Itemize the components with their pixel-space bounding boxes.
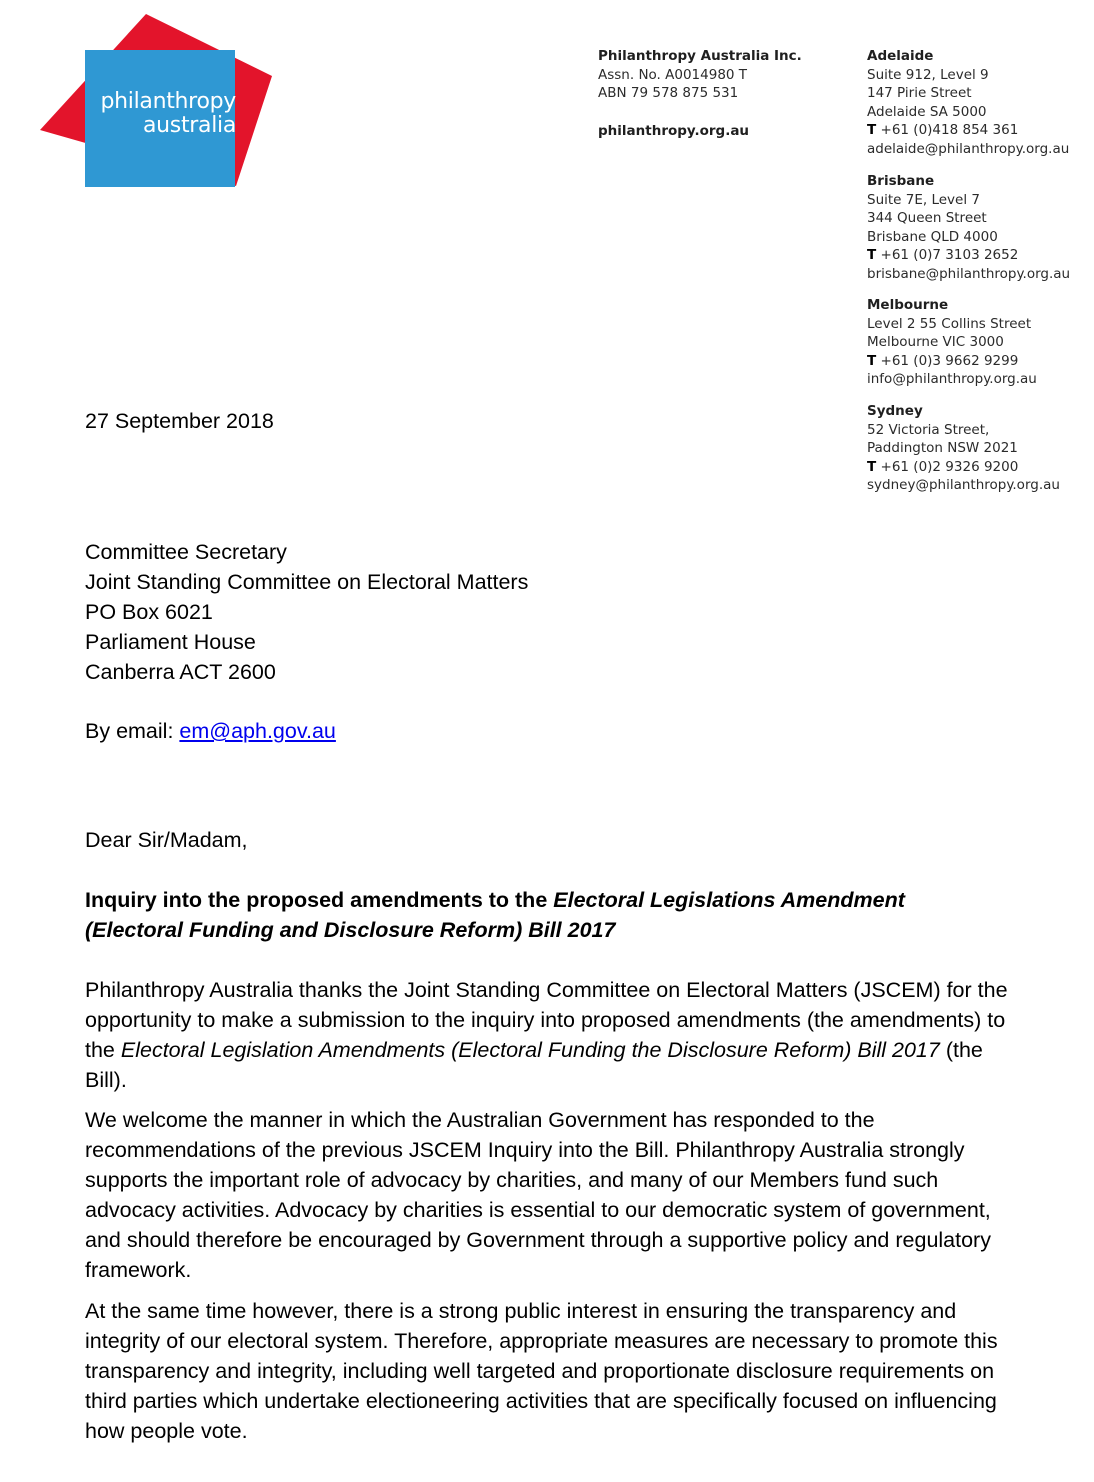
office-address-line: Level 2 55 Collins Street <box>867 315 1032 332</box>
office-melbourne <box>867 296 1037 389</box>
subject-bill-title: Electoral Legislations Amendment (Electoral Funding and Disclosure Reform) Bill 2017 <box>85 888 905 942</box>
org-abn: ABN 79 578 875 531 <box>598 85 739 102</box>
subject-plain: Inquiry into the proposed amendments to the <box>85 888 554 912</box>
recipient-line: Joint Standing Committee on Electoral Matters <box>85 570 529 594</box>
org-website[interactable]: philanthropy.org.au <box>598 123 750 139</box>
org-assn: Assn. No. A0014980 T <box>598 66 748 83</box>
office-phone: T +61 (0)7 3103 2652 <box>867 247 1019 264</box>
office-email[interactable]: info@philanthropy.org.au <box>867 371 1037 388</box>
paragraph-3: At the same time however, there is a strong public interest in ensuring the transparency and integrity of our electoral system. Therefore, appropriate measures are necessary to promote this transparency and integrity, including well targeted and proportionate disclosure requirements on third parties which undertake electioneering activities that are specifically focused on influencing how people vote. <box>85 1299 998 1443</box>
office-address-line: Adelaide SA 5000 <box>867 103 987 120</box>
office-email[interactable]: sydney@philanthropy.org.au <box>867 477 1060 494</box>
org-name: Philanthropy Australia Inc. <box>598 48 802 64</box>
paragraph-1-text-a: Philanthropy Australia thanks the Joint Standing Committee on Electoral Matters (JSCEM) for the opportunity to make a submission to the inquiry into proposed amendments (the amendments) to the <box>85 978 1008 1062</box>
recipient-line: Parliament House <box>85 630 256 654</box>
recipient-line: Committee Secretary <box>85 540 287 564</box>
office-email[interactable]: brisbane@philanthropy.org.au <box>867 265 1071 282</box>
recipient-address <box>85 537 528 687</box>
office-brisbane <box>867 172 1070 284</box>
office-address-line: Paddington NSW 2021 <box>867 440 1018 457</box>
office-phone: T +61 (0)3 9662 9299 <box>867 352 1019 369</box>
office-email[interactable]: adelaide@philanthropy.org.au <box>867 140 1070 157</box>
email-link[interactable]: em@aph.gov.au <box>179 719 336 743</box>
paragraph-1-bill-title: Electoral Legislation Amendments (Electoral Funding the Disclosure Reform) Bill 2017 <box>120 1038 940 1062</box>
paragraph-1-text-b: (the Bill). <box>85 1038 983 1092</box>
letter-subject <box>85 885 985 945</box>
office-city: Adelaide <box>867 48 934 64</box>
office-address-line: 147 Pirie Street <box>867 85 972 102</box>
office-address-line: 52 Victoria Street, <box>867 421 990 438</box>
org-details <box>598 47 802 103</box>
recipient-line: Canberra ACT 2600 <box>85 660 276 684</box>
office-address-line: Melbourne VIC 3000 <box>867 334 1004 351</box>
office-address-line: Suite 7E, Level 7 <box>867 191 980 208</box>
logo-line-1: philanthropy <box>100 89 236 114</box>
office-city: Sydney <box>867 403 923 419</box>
office-sydney <box>867 402 1060 495</box>
email-line <box>85 716 336 746</box>
recipient-line: PO Box 6021 <box>85 600 213 624</box>
office-phone: T +61 (0)2 9326 9200 <box>867 458 1019 475</box>
office-address-line: 344 Queen Street <box>867 210 987 227</box>
salutation: Dear Sir/Madam, <box>85 828 248 852</box>
logo-line-2: australia <box>142 113 236 138</box>
letter-date: 27 September 2018 <box>85 409 274 433</box>
office-adelaide <box>867 47 1069 159</box>
email-prefix: By email: <box>85 719 180 743</box>
office-address-line: Suite 912, Level 9 <box>867 66 989 83</box>
office-city: Brisbane <box>867 173 935 189</box>
logo-wordmark <box>88 90 236 138</box>
org-website-block <box>598 122 749 141</box>
office-address-line: Brisbane QLD 4000 <box>867 228 998 245</box>
office-city: Melbourne <box>867 297 949 313</box>
office-phone: T +61 (0)418 854 361 <box>867 122 1019 139</box>
philanthropy-australia-logo <box>38 10 278 190</box>
paragraph-2: We welcome the manner in which the Australian Government has responded to the recommendations of the previous JSCEM Inquiry into the Bill. Philanthropy Australia strongly supports the important role of advocacy by charities, and many of our Members fund such advocacy activities. Advocacy by charities is essential to our democratic system of government, and should therefore be encouraged by Government through a supportive policy and regulatory framework. <box>85 1108 991 1282</box>
paragraph-1 <box>85 975 1020 1095</box>
